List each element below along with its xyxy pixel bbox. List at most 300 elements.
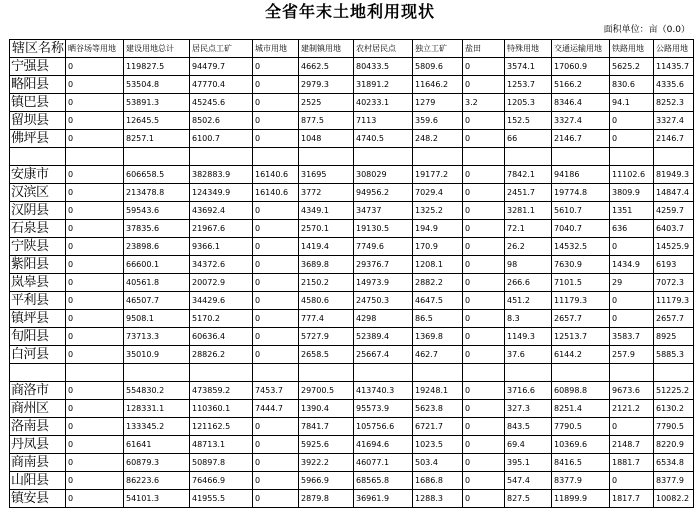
region-name-cell: 商州区 bbox=[10, 400, 66, 418]
value-cell: 98 bbox=[505, 256, 552, 274]
value-cell: 2451.7 bbox=[505, 184, 552, 202]
value-cell: 9673.6 bbox=[610, 382, 654, 400]
value-cell bbox=[354, 364, 413, 382]
value-cell bbox=[552, 364, 610, 382]
value-cell: 0 bbox=[66, 184, 124, 202]
value-cell: 0 bbox=[253, 58, 299, 76]
value-cell: 19130.5 bbox=[354, 220, 413, 238]
value-cell: 8377.9 bbox=[552, 472, 610, 490]
value-cell: 266.6 bbox=[505, 274, 552, 292]
value-cell: 121162.5 bbox=[190, 418, 253, 436]
table-row bbox=[10, 202, 694, 220]
value-cell: 26.2 bbox=[505, 238, 552, 256]
region-name-cell: 安康市 bbox=[10, 166, 66, 184]
region-name-cell: 略阳县 bbox=[10, 76, 66, 94]
value-cell: 41955.5 bbox=[190, 490, 253, 508]
value-cell: 6721.7 bbox=[413, 418, 463, 436]
region-name-cell: 宁陕县 bbox=[10, 238, 66, 256]
value-cell: 9366.1 bbox=[190, 238, 253, 256]
table-row bbox=[10, 184, 694, 202]
region-name-cell: 汉滨区 bbox=[10, 184, 66, 202]
value-cell: 1023.5 bbox=[413, 436, 463, 454]
value-cell: 636 bbox=[610, 220, 654, 238]
column-header: 辖区名称 bbox=[10, 40, 66, 58]
table-row bbox=[10, 436, 694, 454]
table-row bbox=[10, 112, 694, 130]
table-row bbox=[10, 472, 694, 490]
value-cell: 8251.4 bbox=[552, 400, 610, 418]
value-cell: 6130.2 bbox=[654, 400, 694, 418]
value-cell: 5885.3 bbox=[654, 346, 694, 364]
value-cell: 11646.2 bbox=[413, 76, 463, 94]
value-cell: 11899.9 bbox=[552, 490, 610, 508]
value-cell: 0 bbox=[463, 454, 505, 472]
value-cell: 2121.2 bbox=[610, 400, 654, 418]
value-cell: 170.9 bbox=[413, 238, 463, 256]
value-cell: 51225.2 bbox=[654, 382, 694, 400]
value-cell: 2979.3 bbox=[299, 76, 354, 94]
table-row bbox=[10, 76, 694, 94]
column-header: 铁路用地 bbox=[610, 40, 654, 58]
value-cell: 14847.4 bbox=[654, 184, 694, 202]
value-cell: 9508.1 bbox=[124, 310, 190, 328]
value-cell: 0 bbox=[463, 238, 505, 256]
table-row bbox=[10, 58, 694, 76]
value-cell: 0 bbox=[610, 238, 654, 256]
value-cell: 16140.6 bbox=[253, 184, 299, 202]
value-cell: 34372.6 bbox=[190, 256, 253, 274]
value-cell: 34429.6 bbox=[190, 292, 253, 310]
value-cell: 0 bbox=[66, 454, 124, 472]
value-cell: 1686.8 bbox=[413, 472, 463, 490]
value-cell: 7841.7 bbox=[299, 418, 354, 436]
value-cell: 327.3 bbox=[505, 400, 552, 418]
column-header: 晒谷场等用地 bbox=[66, 40, 124, 58]
value-cell: 7101.5 bbox=[552, 274, 610, 292]
value-cell: 473859.2 bbox=[190, 382, 253, 400]
value-cell: 830.6 bbox=[610, 76, 654, 94]
value-cell: 60636.4 bbox=[190, 328, 253, 346]
value-cell bbox=[610, 364, 654, 382]
value-cell: 1253.7 bbox=[505, 76, 552, 94]
value-cell: 0 bbox=[253, 112, 299, 130]
value-cell: 2525 bbox=[299, 94, 354, 112]
value-cell: 0 bbox=[253, 202, 299, 220]
value-cell: 0 bbox=[253, 274, 299, 292]
value-cell: 8502.6 bbox=[190, 112, 253, 130]
value-cell: 7040.7 bbox=[552, 220, 610, 238]
value-cell: 3574.1 bbox=[505, 58, 552, 76]
value-cell bbox=[354, 148, 413, 166]
value-cell bbox=[299, 364, 354, 382]
value-cell bbox=[190, 364, 253, 382]
value-cell bbox=[299, 148, 354, 166]
value-cell: 5727.9 bbox=[299, 328, 354, 346]
value-cell: 7842.1 bbox=[505, 166, 552, 184]
value-cell: 0 bbox=[463, 130, 505, 148]
value-cell: 359.6 bbox=[413, 112, 463, 130]
value-cell: 8377.9 bbox=[654, 472, 694, 490]
value-cell: 86.5 bbox=[413, 310, 463, 328]
value-cell: 554830.2 bbox=[124, 382, 190, 400]
value-cell: 17060.9 bbox=[552, 58, 610, 76]
region-name-cell: 留坝县 bbox=[10, 112, 66, 130]
table-row bbox=[10, 256, 694, 274]
value-cell: 8.3 bbox=[505, 310, 552, 328]
value-cell: 4298 bbox=[354, 310, 413, 328]
value-cell: 1419.4 bbox=[299, 238, 354, 256]
value-cell: 8416.5 bbox=[552, 454, 610, 472]
value-cell: 94.1 bbox=[610, 94, 654, 112]
value-cell: 0 bbox=[610, 310, 654, 328]
value-cell: 8252.3 bbox=[654, 94, 694, 112]
table-row bbox=[10, 400, 694, 418]
value-cell: 0 bbox=[610, 472, 654, 490]
value-cell: 94186 bbox=[552, 166, 610, 184]
value-cell: 1149.3 bbox=[505, 328, 552, 346]
value-cell: 34737 bbox=[354, 202, 413, 220]
value-cell: 20072.9 bbox=[190, 274, 253, 292]
value-cell: 0 bbox=[66, 238, 124, 256]
value-cell: 11102.6 bbox=[610, 166, 654, 184]
value-cell: 1279 bbox=[413, 94, 463, 112]
value-cell: 1881.7 bbox=[610, 454, 654, 472]
value-cell: 2570.1 bbox=[299, 220, 354, 238]
value-cell: 40233.1 bbox=[354, 94, 413, 112]
value-cell bbox=[505, 148, 552, 166]
value-cell bbox=[505, 364, 552, 382]
value-cell: 2148.7 bbox=[610, 436, 654, 454]
value-cell: 606658.5 bbox=[124, 166, 190, 184]
column-header: 城市用地 bbox=[253, 40, 299, 58]
value-cell: 0 bbox=[66, 76, 124, 94]
column-header: 盐田 bbox=[463, 40, 505, 58]
value-cell: 5809.6 bbox=[413, 58, 463, 76]
value-cell: 6100.7 bbox=[190, 130, 253, 148]
value-cell bbox=[253, 364, 299, 382]
value-cell: 1288.3 bbox=[413, 490, 463, 508]
value-cell: 0 bbox=[253, 328, 299, 346]
value-cell: 777.4 bbox=[299, 310, 354, 328]
table-row bbox=[10, 238, 694, 256]
value-cell bbox=[124, 364, 190, 382]
value-cell: 76466.9 bbox=[190, 472, 253, 490]
value-cell: 0 bbox=[463, 256, 505, 274]
value-cell: 7029.4 bbox=[413, 184, 463, 202]
table-row bbox=[10, 382, 694, 400]
value-cell: 6144.2 bbox=[552, 346, 610, 364]
value-cell: 80433.5 bbox=[354, 58, 413, 76]
value-cell bbox=[463, 148, 505, 166]
region-name-cell: 山阳县 bbox=[10, 472, 66, 490]
value-cell: 41694.6 bbox=[354, 436, 413, 454]
value-cell: 0 bbox=[463, 346, 505, 364]
value-cell: 0 bbox=[253, 490, 299, 508]
value-cell: 3583.7 bbox=[610, 328, 654, 346]
region-name-cell: 宁强县 bbox=[10, 58, 66, 76]
value-cell: 0 bbox=[253, 76, 299, 94]
value-cell: 14525.9 bbox=[654, 238, 694, 256]
value-cell: 0 bbox=[66, 94, 124, 112]
value-cell: 59543.6 bbox=[124, 202, 190, 220]
value-cell: 52389.4 bbox=[354, 328, 413, 346]
value-cell: 0 bbox=[253, 436, 299, 454]
value-cell: 0 bbox=[253, 238, 299, 256]
value-cell: 16140.6 bbox=[253, 166, 299, 184]
value-cell: 4349.1 bbox=[299, 202, 354, 220]
value-cell: 4662.5 bbox=[299, 58, 354, 76]
value-cell: 0 bbox=[463, 112, 505, 130]
value-cell: 29 bbox=[610, 274, 654, 292]
value-cell: 10082.2 bbox=[654, 490, 694, 508]
value-cell: 2657.7 bbox=[552, 310, 610, 328]
value-cell: 8925 bbox=[654, 328, 694, 346]
value-cell: 2146.7 bbox=[552, 130, 610, 148]
land-use-table bbox=[9, 39, 694, 508]
value-cell: 0 bbox=[253, 472, 299, 490]
value-cell: 7444.7 bbox=[253, 400, 299, 418]
value-cell: 8257.1 bbox=[124, 130, 190, 148]
value-cell: 94479.7 bbox=[190, 58, 253, 76]
value-cell: 7790.5 bbox=[654, 418, 694, 436]
value-cell: 11179.3 bbox=[552, 292, 610, 310]
value-cell: 0 bbox=[253, 94, 299, 112]
value-cell: 0 bbox=[610, 292, 654, 310]
value-cell: 3689.8 bbox=[299, 256, 354, 274]
value-cell: 95573.9 bbox=[354, 400, 413, 418]
value-cell: 0 bbox=[66, 274, 124, 292]
value-cell: 1434.9 bbox=[610, 256, 654, 274]
value-cell: 2150.2 bbox=[299, 274, 354, 292]
value-cell: 413740.3 bbox=[354, 382, 413, 400]
value-cell: 0 bbox=[253, 310, 299, 328]
region-name-cell: 平利县 bbox=[10, 292, 66, 310]
value-cell: 105756.6 bbox=[354, 418, 413, 436]
region-name-cell bbox=[10, 364, 66, 382]
value-cell: 36961.9 bbox=[354, 490, 413, 508]
value-cell: 43692.4 bbox=[190, 202, 253, 220]
table-row bbox=[10, 292, 694, 310]
value-cell: 451.2 bbox=[505, 292, 552, 310]
value-cell: 1205.3 bbox=[505, 94, 552, 112]
value-cell: 48713.1 bbox=[190, 436, 253, 454]
value-cell: 1325.2 bbox=[413, 202, 463, 220]
value-cell: 2658.5 bbox=[299, 346, 354, 364]
value-cell: 0 bbox=[66, 202, 124, 220]
value-cell: 3922.2 bbox=[299, 454, 354, 472]
table-row bbox=[10, 310, 694, 328]
value-cell: 94956.2 bbox=[354, 184, 413, 202]
value-cell: 843.5 bbox=[505, 418, 552, 436]
value-cell: 7790.5 bbox=[552, 418, 610, 436]
value-cell: 0 bbox=[66, 472, 124, 490]
value-cell bbox=[413, 364, 463, 382]
value-cell: 4647.5 bbox=[413, 292, 463, 310]
blank-separator-row bbox=[10, 364, 694, 382]
value-cell: 46507.7 bbox=[124, 292, 190, 310]
value-cell: 14973.9 bbox=[354, 274, 413, 292]
value-cell: 0 bbox=[66, 400, 124, 418]
value-cell: 29700.5 bbox=[299, 382, 354, 400]
value-cell: 5166.2 bbox=[552, 76, 610, 94]
value-cell bbox=[552, 148, 610, 166]
value-cell: 50897.8 bbox=[190, 454, 253, 472]
value-cell: 3281.1 bbox=[505, 202, 552, 220]
value-cell: 6193 bbox=[654, 256, 694, 274]
value-cell: 81949.3 bbox=[654, 166, 694, 184]
region-name-cell: 旬阳县 bbox=[10, 328, 66, 346]
value-cell: 7113 bbox=[354, 112, 413, 130]
value-cell: 2146.7 bbox=[654, 130, 694, 148]
table-row bbox=[10, 130, 694, 148]
value-cell bbox=[253, 148, 299, 166]
value-cell: 0 bbox=[66, 436, 124, 454]
value-cell: 11435.7 bbox=[654, 58, 694, 76]
value-cell: 0 bbox=[463, 184, 505, 202]
document-title: 全省年末土地利用现状 bbox=[264, 2, 435, 21]
value-cell: 0 bbox=[253, 454, 299, 472]
value-cell: 5170.2 bbox=[190, 310, 253, 328]
value-cell: 53891.3 bbox=[124, 94, 190, 112]
value-cell: 0 bbox=[463, 418, 505, 436]
value-cell: 7453.7 bbox=[253, 382, 299, 400]
value-cell: 73713.3 bbox=[124, 328, 190, 346]
value-cell: 2879.8 bbox=[299, 490, 354, 508]
value-cell: 213478.8 bbox=[124, 184, 190, 202]
value-cell: 23898.6 bbox=[124, 238, 190, 256]
value-cell: 45245.6 bbox=[190, 94, 253, 112]
value-cell bbox=[463, 364, 505, 382]
value-cell: 0 bbox=[463, 490, 505, 508]
column-header: 建设用地总计 bbox=[124, 40, 190, 58]
value-cell: 4335.6 bbox=[654, 76, 694, 94]
value-cell: 0 bbox=[610, 130, 654, 148]
value-cell: 14532.5 bbox=[552, 238, 610, 256]
region-name-cell: 镇安县 bbox=[10, 490, 66, 508]
value-cell: 5925.6 bbox=[299, 436, 354, 454]
region-name-cell: 佛坪县 bbox=[10, 130, 66, 148]
value-cell: 0 bbox=[66, 130, 124, 148]
table-row bbox=[10, 274, 694, 292]
value-cell: 8220.9 bbox=[654, 436, 694, 454]
value-cell: 60879.3 bbox=[124, 454, 190, 472]
table-row bbox=[10, 328, 694, 346]
region-name-cell: 紫阳县 bbox=[10, 256, 66, 274]
value-cell: 35010.9 bbox=[124, 346, 190, 364]
value-cell: 4580.6 bbox=[299, 292, 354, 310]
value-cell bbox=[66, 364, 124, 382]
value-cell: 2657.7 bbox=[654, 310, 694, 328]
value-cell: 37835.6 bbox=[124, 220, 190, 238]
region-name-cell: 丹凤县 bbox=[10, 436, 66, 454]
value-cell: 19774.8 bbox=[552, 184, 610, 202]
value-cell: 119827.5 bbox=[124, 58, 190, 76]
value-cell: 7630.9 bbox=[552, 256, 610, 274]
value-cell: 0 bbox=[463, 400, 505, 418]
value-cell: 827.5 bbox=[505, 490, 552, 508]
value-cell: 0 bbox=[66, 328, 124, 346]
value-cell: 0 bbox=[463, 274, 505, 292]
unit-label: 面积单位：亩（0.0） bbox=[603, 25, 690, 35]
value-cell: 0 bbox=[66, 292, 124, 310]
value-cell: 0 bbox=[66, 310, 124, 328]
value-cell: 29376.7 bbox=[354, 256, 413, 274]
value-cell: 877.5 bbox=[299, 112, 354, 130]
value-cell: 462.7 bbox=[413, 346, 463, 364]
value-cell: 0 bbox=[463, 292, 505, 310]
value-cell: 3327.4 bbox=[654, 112, 694, 130]
value-cell: 0 bbox=[463, 310, 505, 328]
value-cell: 53504.8 bbox=[124, 76, 190, 94]
column-header: 独立工矿 bbox=[413, 40, 463, 58]
value-cell: 3716.6 bbox=[505, 382, 552, 400]
column-header: 特殊用地 bbox=[505, 40, 552, 58]
value-cell: 0 bbox=[463, 58, 505, 76]
table-row bbox=[10, 418, 694, 436]
value-cell: 1817.7 bbox=[610, 490, 654, 508]
value-cell: 0 bbox=[610, 112, 654, 130]
value-cell: 110360.1 bbox=[190, 400, 253, 418]
value-cell: 21967.6 bbox=[190, 220, 253, 238]
value-cell: 68565.8 bbox=[354, 472, 413, 490]
value-cell: 7072.3 bbox=[654, 274, 694, 292]
value-cell: 308029 bbox=[354, 166, 413, 184]
value-cell: 8346.4 bbox=[552, 94, 610, 112]
value-cell bbox=[190, 148, 253, 166]
value-cell: 1369.8 bbox=[413, 328, 463, 346]
value-cell: 28826.2 bbox=[190, 346, 253, 364]
value-cell: 0 bbox=[253, 346, 299, 364]
value-cell: 503.4 bbox=[413, 454, 463, 472]
value-cell: 0 bbox=[463, 220, 505, 238]
table-header-row bbox=[10, 40, 694, 58]
value-cell: 1208.1 bbox=[413, 256, 463, 274]
value-cell: 0 bbox=[463, 166, 505, 184]
value-cell: 0 bbox=[253, 418, 299, 436]
column-header: 农村居民点 bbox=[354, 40, 413, 58]
value-cell: 54101.3 bbox=[124, 490, 190, 508]
region-name-cell: 岚皋县 bbox=[10, 274, 66, 292]
value-cell: 46077.1 bbox=[354, 454, 413, 472]
value-cell: 10369.6 bbox=[552, 436, 610, 454]
value-cell: 31891.2 bbox=[354, 76, 413, 94]
value-cell: 24750.3 bbox=[354, 292, 413, 310]
table-row bbox=[10, 490, 694, 508]
value-cell bbox=[654, 364, 694, 382]
value-cell: 0 bbox=[66, 382, 124, 400]
table-row bbox=[10, 166, 694, 184]
blank-separator-row bbox=[10, 148, 694, 166]
value-cell: 2882.2 bbox=[413, 274, 463, 292]
value-cell: 0 bbox=[66, 346, 124, 364]
value-cell: 31695 bbox=[299, 166, 354, 184]
value-cell: 60898.8 bbox=[552, 382, 610, 400]
value-cell: 4259.7 bbox=[654, 202, 694, 220]
region-name-cell: 镇坪县 bbox=[10, 310, 66, 328]
value-cell: 5610.7 bbox=[552, 202, 610, 220]
value-cell: 47770.4 bbox=[190, 76, 253, 94]
column-header: 公路用地 bbox=[654, 40, 694, 58]
value-cell: 382883.9 bbox=[190, 166, 253, 184]
value-cell: 547.4 bbox=[505, 472, 552, 490]
region-name-cell: 石泉县 bbox=[10, 220, 66, 238]
value-cell: 0 bbox=[463, 436, 505, 454]
value-cell: 0 bbox=[66, 58, 124, 76]
value-cell: 12645.5 bbox=[124, 112, 190, 130]
value-cell: 0 bbox=[463, 328, 505, 346]
column-header: 建制镇用地 bbox=[299, 40, 354, 58]
value-cell: 19248.1 bbox=[413, 382, 463, 400]
